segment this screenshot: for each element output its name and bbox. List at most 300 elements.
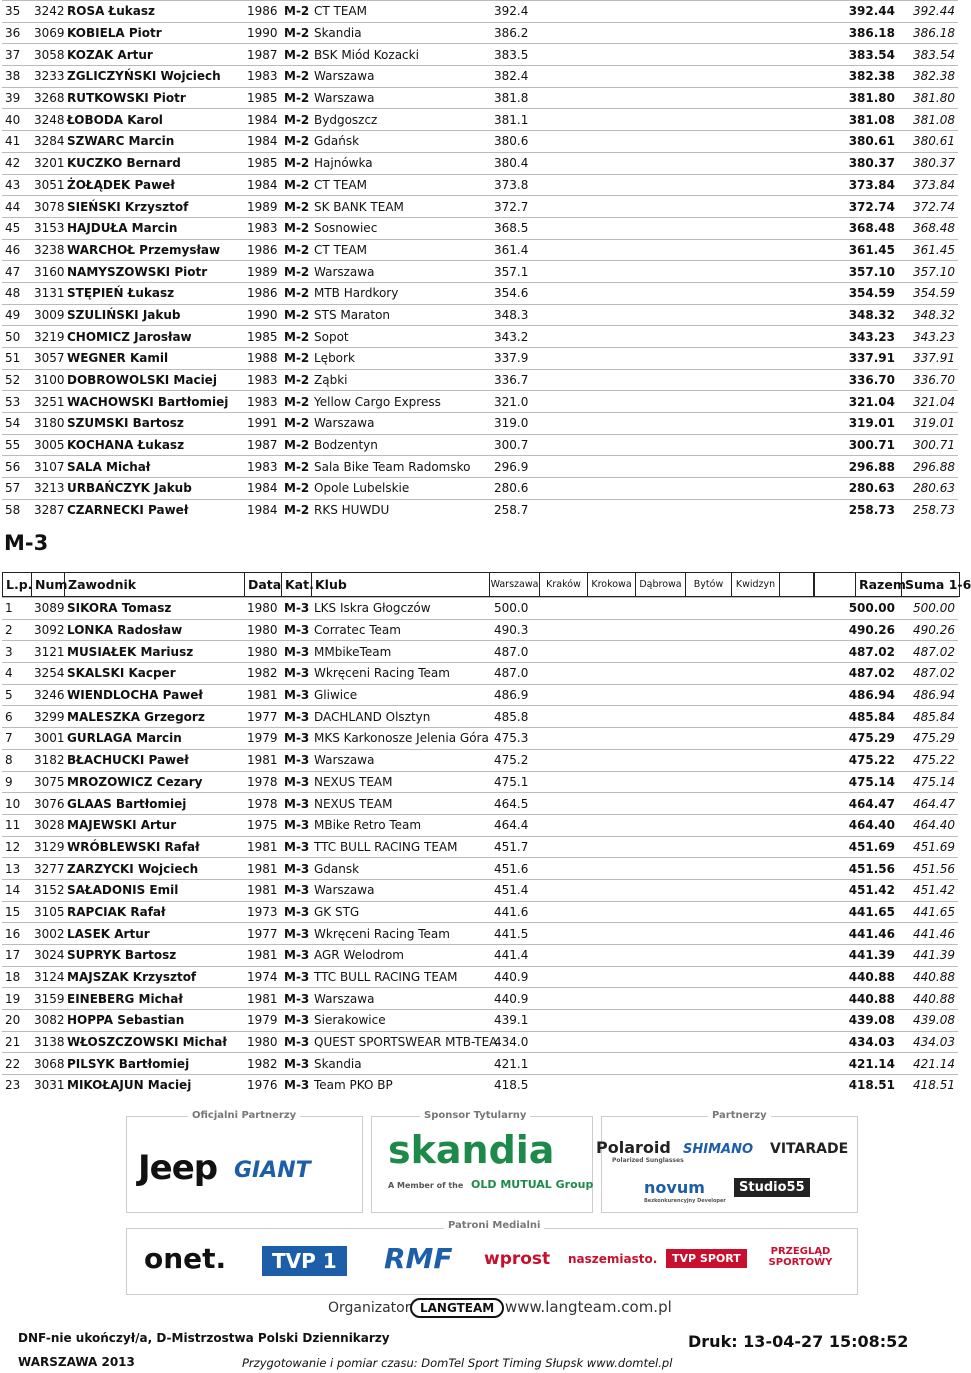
cell-num: 3248	[31, 109, 64, 131]
cell-cat: M-2	[281, 87, 311, 109]
cell-razem: 381.08	[838, 109, 898, 131]
cell-name: ZARZYCKI Wojciech	[64, 858, 244, 880]
cell-name: WEGNER Kamil	[64, 348, 244, 370]
tvp-sport-logo: TVP SPORT	[666, 1249, 747, 1268]
cell-year: 1981	[244, 988, 281, 1010]
cell-year: 1984	[244, 478, 281, 500]
shimano-logo: SHIMANO	[683, 1142, 754, 1157]
cell-club: Warszawa	[311, 879, 491, 901]
table-row	[2, 109, 958, 131]
cell-num: 3268	[31, 87, 64, 109]
cell-stage1: 451.6	[491, 858, 838, 880]
cell-suma: 373.84	[898, 174, 958, 196]
partner-box	[601, 1116, 858, 1213]
cell-name: SZWARC Marcin	[64, 131, 244, 153]
cell-lp: 19	[2, 988, 31, 1010]
cell-num: 3092	[31, 619, 64, 641]
cell-year: 1980	[244, 1031, 281, 1053]
cell-lp: 5	[2, 684, 31, 706]
cell-year: 1987	[244, 434, 281, 456]
header-empty-1	[780, 573, 814, 596]
cell-lp: 37	[2, 44, 31, 66]
partner-label: Partnerzy	[708, 1110, 771, 1121]
cell-club: MMbikeTeam	[311, 641, 491, 663]
cell-suma: 487.02	[898, 641, 958, 663]
cell-razem: 475.14	[838, 771, 898, 793]
cell-name: KUCZKO Bernard	[64, 152, 244, 174]
cell-name: MAJSZAK Krzysztof	[64, 966, 244, 988]
cell-suma: 380.37	[898, 152, 958, 174]
cell-cat: M-2	[281, 391, 311, 413]
cell-razem: 421.14	[838, 1053, 898, 1075]
cell-suma: 372.74	[898, 196, 958, 218]
cell-name: DOBROWOLSKI Maciej	[64, 369, 244, 391]
cell-name: KOBIELA Piotr	[64, 22, 244, 44]
cell-club: GK STG	[311, 901, 491, 923]
header-empty-2	[814, 573, 856, 596]
cell-stage1: 421.1	[491, 1053, 838, 1075]
cell-club: MTB Hardkory	[311, 282, 491, 304]
cell-year: 1985	[244, 87, 281, 109]
cell-stage1: 382.4	[491, 66, 838, 88]
cell-num: 3002	[31, 923, 64, 945]
cell-razem: 475.29	[838, 728, 898, 750]
cell-cat: M-2	[281, 131, 311, 153]
table-row	[2, 239, 958, 261]
cell-year: 1988	[244, 348, 281, 370]
cell-suma: 361.45	[898, 239, 958, 261]
table-row	[2, 369, 958, 391]
cell-lp: 58	[2, 499, 31, 520]
cell-stage1: 300.7	[491, 434, 838, 456]
cell-num: 3153	[31, 217, 64, 239]
cell-suma: 319.01	[898, 413, 958, 435]
cell-lp: 40	[2, 109, 31, 131]
cell-cat: M-2	[281, 348, 311, 370]
cell-num: 3251	[31, 391, 64, 413]
header-stage-1: Warszawa	[490, 573, 540, 596]
cell-razem: 485.84	[838, 706, 898, 728]
cell-cat: M-2	[281, 413, 311, 435]
cell-club: TTC BULL RACING TEAM	[311, 966, 491, 988]
cell-suma: 368.48	[898, 217, 958, 239]
cell-cat: M-3	[281, 619, 311, 641]
cell-year: 1985	[244, 326, 281, 348]
cell-year: 1985	[244, 152, 281, 174]
header-suma: Suma 1-6	[905, 577, 971, 592]
langteam-logo: LANGTEAM	[410, 1298, 504, 1318]
cell-lp: 16	[2, 923, 31, 945]
cell-stage1: 487.0	[491, 663, 838, 685]
cell-stage1: 319.0	[491, 413, 838, 435]
cell-year: 1981	[244, 879, 281, 901]
table-row	[2, 131, 958, 153]
cell-cat: M-3	[281, 641, 311, 663]
cell-num: 3129	[31, 836, 64, 858]
cell-num: 3277	[31, 858, 64, 880]
cell-cat: M-2	[281, 66, 311, 88]
cell-stage1: 258.7	[491, 499, 838, 520]
cell-club: Gliwice	[311, 684, 491, 706]
cell-lp: 12	[2, 836, 31, 858]
cell-razem: 464.40	[838, 814, 898, 836]
cell-stage1: 321.0	[491, 391, 838, 413]
old-mutual-logo: OLD MUTUAL Group	[471, 1178, 594, 1191]
cell-lp: 35	[2, 1, 31, 23]
cell-cat: M-2	[281, 478, 311, 500]
cell-num: 3082	[31, 1010, 64, 1032]
table-row	[2, 598, 958, 620]
cell-club: Bodzentyn	[311, 434, 491, 456]
cell-suma: 475.29	[898, 728, 958, 750]
novum-logo: novum	[644, 1178, 705, 1197]
cell-razem: 372.74	[838, 196, 898, 218]
cell-year: 1979	[244, 728, 281, 750]
cell-num: 3069	[31, 22, 64, 44]
cell-cat: M-3	[281, 814, 311, 836]
cell-lp: 23	[2, 1075, 31, 1096]
cell-suma: 421.14	[898, 1053, 958, 1075]
cell-suma: 486.94	[898, 684, 958, 706]
table-row	[2, 1031, 958, 1053]
cell-club: Warszawa	[311, 988, 491, 1010]
cell-name: WRÓBLEWSKI Rafał	[64, 836, 244, 858]
cell-lp: 11	[2, 814, 31, 836]
cell-lp: 56	[2, 456, 31, 478]
cell-name: WIENDLOCHA Paweł	[64, 684, 244, 706]
cell-suma: 441.46	[898, 923, 958, 945]
cell-cat: M-3	[281, 706, 311, 728]
cell-year: 1980	[244, 641, 281, 663]
cell-year: 1986	[244, 1, 281, 23]
cell-num: 3078	[31, 196, 64, 218]
cell-num: 3024	[31, 945, 64, 967]
cell-name: ŻOŁĄDEK Paweł	[64, 174, 244, 196]
header-lp: L.p.	[3, 573, 32, 596]
onet-logo: onet.	[144, 1242, 227, 1275]
table-row	[2, 706, 958, 728]
cell-cat: M-2	[281, 44, 311, 66]
cell-suma: 381.80	[898, 87, 958, 109]
cell-year: 1989	[244, 196, 281, 218]
cell-stage1: 348.3	[491, 304, 838, 326]
cell-stage1: 500.0	[491, 598, 838, 620]
cell-stage1: 380.6	[491, 131, 838, 153]
cell-club: MKS Karkonosze Jelenia Góra	[311, 728, 491, 750]
cell-club: SK BANK TEAM	[311, 196, 491, 218]
cell-cat: M-3	[281, 663, 311, 685]
cell-stage1: 383.5	[491, 44, 838, 66]
cell-num: 3242	[31, 1, 64, 23]
cell-num: 3180	[31, 413, 64, 435]
cell-razem: 354.59	[838, 282, 898, 304]
cell-lp: 43	[2, 174, 31, 196]
cell-num: 3058	[31, 44, 64, 66]
cell-stage1: 485.8	[491, 706, 838, 728]
giant-logo: GIANT	[234, 1158, 311, 1183]
cell-razem: 280.63	[838, 478, 898, 500]
cell-club: Sosnowiec	[311, 217, 491, 239]
cell-suma: 500.00	[898, 598, 958, 620]
cell-razem: 486.94	[838, 684, 898, 706]
table-row	[2, 282, 958, 304]
cell-cat: M-3	[281, 1010, 311, 1032]
cell-razem: 380.61	[838, 131, 898, 153]
cell-stage1: 380.4	[491, 152, 838, 174]
cell-suma: 440.88	[898, 988, 958, 1010]
cell-lp: 10	[2, 793, 31, 815]
cell-cat: M-3	[281, 966, 311, 988]
cell-razem: 386.18	[838, 22, 898, 44]
cell-suma: 475.22	[898, 749, 958, 771]
cell-suma: 451.42	[898, 879, 958, 901]
skandia-logo: skandia	[388, 1128, 555, 1172]
table-row	[2, 923, 958, 945]
cell-year: 1986	[244, 282, 281, 304]
table-row	[2, 478, 958, 500]
cell-lp: 6	[2, 706, 31, 728]
cell-club: CT TEAM	[311, 1, 491, 23]
cell-cat: M-2	[281, 174, 311, 196]
table-row	[2, 793, 958, 815]
table-row	[2, 456, 958, 478]
cell-cat: M-2	[281, 196, 311, 218]
table-row	[2, 66, 958, 88]
organizer-label: Organizator	[328, 1300, 411, 1316]
cell-name: SIEŃSKI Krzysztof	[64, 196, 244, 218]
cell-club: Warszawa	[311, 749, 491, 771]
header-klub: Klub	[312, 573, 490, 596]
header-data: Data	[245, 573, 282, 596]
cell-razem: 380.37	[838, 152, 898, 174]
cell-club: BSK Miód Kozacki	[311, 44, 491, 66]
cell-razem: 368.48	[838, 217, 898, 239]
cell-suma: 434.03	[898, 1031, 958, 1053]
cell-club: CT TEAM	[311, 174, 491, 196]
cell-lp: 21	[2, 1031, 31, 1053]
cell-club: Team PKO BP	[311, 1075, 491, 1096]
cell-lp: 44	[2, 196, 31, 218]
cell-razem: 418.51	[838, 1075, 898, 1096]
cell-num: 3219	[31, 326, 64, 348]
cell-cat: M-2	[281, 499, 311, 520]
cell-num: 3005	[31, 434, 64, 456]
cell-razem: 490.26	[838, 619, 898, 641]
cell-lp: 36	[2, 22, 31, 44]
cell-lp: 51	[2, 348, 31, 370]
cell-stage1: 451.7	[491, 836, 838, 858]
cell-razem: 381.80	[838, 87, 898, 109]
cell-stage1: 475.1	[491, 771, 838, 793]
cell-lp: 45	[2, 217, 31, 239]
cell-lp: 17	[2, 945, 31, 967]
cell-cat: M-2	[281, 1, 311, 23]
cell-club: NEXUS TEAM	[311, 793, 491, 815]
cell-cat: M-3	[281, 923, 311, 945]
cell-num: 3076	[31, 793, 64, 815]
cell-club: Skandia	[311, 1053, 491, 1075]
cell-num: 3138	[31, 1031, 64, 1053]
cell-year: 1979	[244, 1010, 281, 1032]
cell-stage1: 487.0	[491, 641, 838, 663]
cell-club: Opole Lubelskie	[311, 478, 491, 500]
rmf-logo: RMF	[384, 1242, 453, 1275]
cell-num: 3152	[31, 879, 64, 901]
cell-name: RUTKOWSKI Piotr	[64, 87, 244, 109]
cell-num: 3299	[31, 706, 64, 728]
cell-stage1: 392.4	[491, 1, 838, 23]
cell-stage1: 434.0	[491, 1031, 838, 1053]
cell-cat: M-2	[281, 109, 311, 131]
table-row	[2, 174, 958, 196]
cell-year: 1990	[244, 22, 281, 44]
polaroid-subtitle: Polarized Sunglasses	[612, 1157, 684, 1164]
cell-club: Hajnówka	[311, 152, 491, 174]
cell-year: 1974	[244, 966, 281, 988]
cell-lp: 14	[2, 879, 31, 901]
cell-stage1: 441.6	[491, 901, 838, 923]
cell-num: 3089	[31, 598, 64, 620]
footer-city: WARSZAWA 2013	[18, 1355, 135, 1369]
cell-cat: M-3	[281, 1075, 311, 1096]
cell-suma: 441.39	[898, 945, 958, 967]
cell-cat: M-3	[281, 858, 311, 880]
cell-stage1: 337.9	[491, 348, 838, 370]
cell-lp: 39	[2, 87, 31, 109]
langteam-url: www.langteam.com.pl	[505, 1298, 672, 1316]
cell-suma: 451.69	[898, 836, 958, 858]
table-header	[2, 572, 971, 597]
cell-stage1: 386.2	[491, 22, 838, 44]
cell-name: PILSYK Bartłomiej	[64, 1053, 244, 1075]
cell-lp: 46	[2, 239, 31, 261]
cell-name: STĘPIEŃ Łukasz	[64, 282, 244, 304]
cell-num: 3100	[31, 369, 64, 391]
table-row	[2, 945, 958, 967]
cell-club: Skandia	[311, 22, 491, 44]
cell-lp: 55	[2, 434, 31, 456]
sponsors-panel	[126, 1108, 856, 1293]
cell-name: HOPPA Sebastian	[64, 1010, 244, 1032]
cell-lp: 49	[2, 304, 31, 326]
media-label: Patroni Medialni	[444, 1220, 544, 1231]
cell-name: MROZOWICZ Cezary	[64, 771, 244, 793]
cell-razem: 361.45	[838, 239, 898, 261]
cell-stage1: 439.1	[491, 1010, 838, 1032]
header-stage-4: Dąbrowa	[636, 573, 686, 596]
cell-razem: 392.44	[838, 1, 898, 23]
cell-year: 1976	[244, 1075, 281, 1096]
cell-num: 3238	[31, 239, 64, 261]
cell-razem: 464.47	[838, 793, 898, 815]
cell-name: LASEK Artur	[64, 923, 244, 945]
cell-stage1: 354.6	[491, 282, 838, 304]
footer-dnf: DNF-nie ukończył/a, D-Mistrzostwa Polski Dziennikarzy	[18, 1331, 390, 1345]
cell-num: 3105	[31, 901, 64, 923]
cell-stage1: 475.3	[491, 728, 838, 750]
cell-club: Sierakowice	[311, 1010, 491, 1032]
cell-stage1: 440.9	[491, 966, 838, 988]
cell-cat: M-3	[281, 1053, 311, 1075]
cell-name: MIKOŁAJUN Maciej	[64, 1075, 244, 1096]
cell-stage1: 381.8	[491, 87, 838, 109]
table-row	[2, 728, 958, 750]
cell-suma: 383.54	[898, 44, 958, 66]
cell-razem: 451.56	[838, 858, 898, 880]
naszemiasto-logo: naszemiasto.	[568, 1252, 658, 1266]
cell-num: 3031	[31, 1075, 64, 1096]
polaroid-logo: Polaroid	[596, 1138, 671, 1157]
cell-name: GURLAGA Marcin	[64, 728, 244, 750]
cell-suma: 441.65	[898, 901, 958, 923]
cell-year: 1983	[244, 369, 281, 391]
cell-cat: M-2	[281, 152, 311, 174]
partners-label: Oficjalni Partnerzy	[188, 1110, 300, 1121]
cell-name: HAJDUŁA Marcin	[64, 217, 244, 239]
cell-num: 3075	[31, 771, 64, 793]
cell-year: 1982	[244, 1053, 281, 1075]
table-row	[2, 87, 958, 109]
cell-year: 1987	[244, 44, 281, 66]
cell-year: 1984	[244, 174, 281, 196]
cell-lp: 18	[2, 966, 31, 988]
cell-stage1: 475.2	[491, 749, 838, 771]
cell-num: 3201	[31, 152, 64, 174]
cell-club: DACHLAND Olsztyn	[311, 706, 491, 728]
cell-name: RAPCIAK Rafał	[64, 901, 244, 923]
header-num: Num	[32, 573, 65, 596]
table-row	[2, 901, 958, 923]
cell-razem: 440.88	[838, 966, 898, 988]
table-row	[2, 1075, 958, 1096]
cell-name: MUSIAŁEK Mariusz	[64, 641, 244, 663]
cell-num: 3254	[31, 663, 64, 685]
cell-stage1: 336.7	[491, 369, 838, 391]
cell-name: URBAŃCZYK Jakub	[64, 478, 244, 500]
footer-print: Druk: 13-04-27 15:08:52	[688, 1332, 909, 1351]
cell-lp: 38	[2, 66, 31, 88]
cell-year: 1980	[244, 619, 281, 641]
cell-lp: 8	[2, 749, 31, 771]
cell-suma: 336.70	[898, 369, 958, 391]
cell-stage1: 296.9	[491, 456, 838, 478]
results-table-m2	[2, 0, 958, 521]
cell-year: 1982	[244, 663, 281, 685]
cell-razem: 440.88	[838, 988, 898, 1010]
cell-razem: 296.88	[838, 456, 898, 478]
table-row	[2, 966, 958, 988]
cell-stage1: 372.7	[491, 196, 838, 218]
table-row	[2, 44, 958, 66]
cell-lp: 4	[2, 663, 31, 685]
cell-name: SAŁADONIS Emil	[64, 879, 244, 901]
cell-razem: 434.03	[838, 1031, 898, 1053]
table-row	[2, 663, 958, 685]
cell-cat: M-2	[281, 239, 311, 261]
cell-lp: 50	[2, 326, 31, 348]
cell-name: MALESZKA Grzegorz	[64, 706, 244, 728]
header-razem: Razem	[856, 573, 902, 596]
table-row	[2, 988, 958, 1010]
cell-stage1: 451.4	[491, 879, 838, 901]
cell-lp: 57	[2, 478, 31, 500]
table-row	[2, 499, 958, 520]
category-title: M-3	[4, 531, 49, 555]
cell-num: 3246	[31, 684, 64, 706]
cell-suma: 392.44	[898, 1, 958, 23]
cell-razem: 300.71	[838, 434, 898, 456]
cell-cat: M-2	[281, 456, 311, 478]
